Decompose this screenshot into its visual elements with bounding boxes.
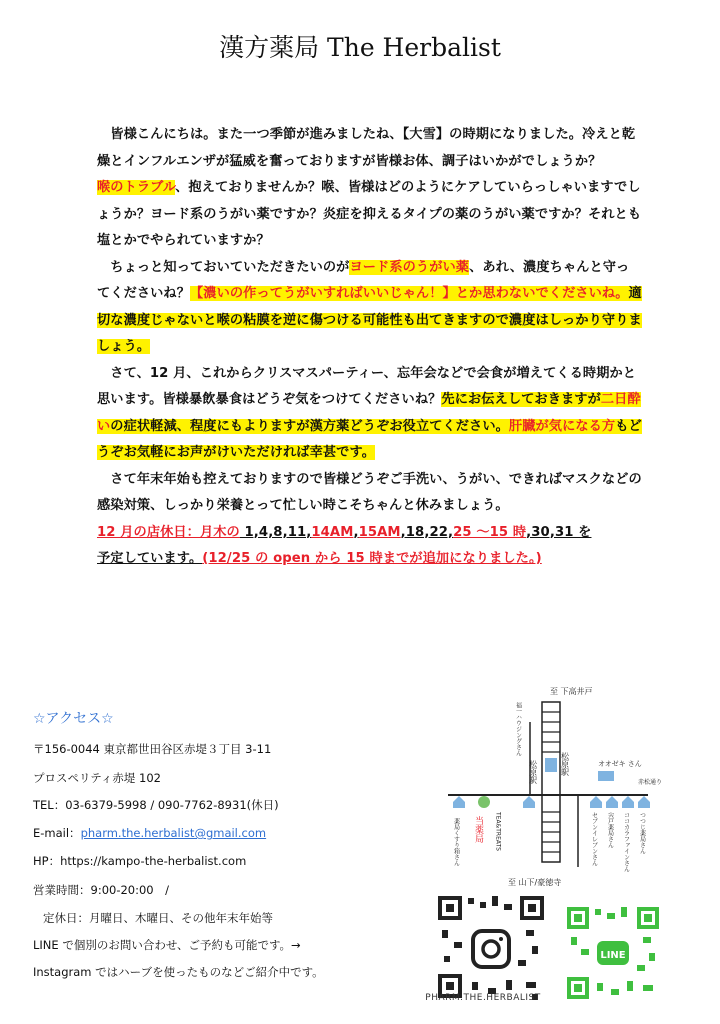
paragraph-greeting: 皆様こんにちは。また一つ季節が進みましたね、【大雪】の時期になりました。冷えと乾燥とインフルエンザが猛威を奮っておりますが皆様お体、調子はいかがでしょうか？ [97, 127, 636, 169]
ozeki-marker [598, 771, 614, 781]
holiday-schedule: 12 月の店休日：月木の 1,4,8,11,14AM,15AM,18,22,25 ～15 時,30,31 を 予定しています。(12/25 の open から 15 時までが追加になりました。) [97, 524, 592, 566]
line-qr-code[interactable] [563, 903, 663, 1003]
article-body [97, 122, 642, 573]
svg-text:薬局くすり箱さん: 薬局くすり箱さん [452, 818, 460, 866]
iodine-highlight: ヨード系のうがい薬 [349, 259, 470, 275]
svg-text:つつじ薬局さん: つつじ薬局さん [638, 812, 646, 854]
svg-text:福一ハウジングさん: 福一ハウジングさん [514, 702, 522, 756]
paragraph-gargle: ちょっと知っておいていただきたいのがヨード系のうがい薬、あれ、濃度ちゃんと守ってくださいね？【濃いの作ってうがいすればいいじゃん！】とか思わないでくださいね。適切な濃度じゃないと喉の粘膜を逆に傷つける可能性も出てきますので濃度はしっかり守りましょう。 [97, 259, 642, 354]
paragraph-december: さて、12 月、これからクリスマスパーティー、忘年会などで会食が増えてくる時期かと思います。皆様暴飲暴食はどうぞ気をつけてくださいね？先にお伝えしておきますが二日酔いの症状軽減、程度にもよりますが漢方薬どうぞお役立てください。肝臓が気になる方もどうぞお気軽にお声がけいただければ幸甚です。 [97, 365, 642, 460]
svg-text:赤松通り: 赤松通り [638, 779, 663, 786]
map-north-label: 至 下高井戸 [550, 687, 593, 696]
svg-text:松原駅: 松原駅 [528, 760, 538, 784]
paragraph-new-year: さて年末年始も控えておりますので皆様どうぞご手洗い、うがい、できればマスクなどの感染対策、しっかり栄養とって忙しい時こそちゃんと休みましょう。 [97, 471, 642, 513]
email-row: E-mail：pharm.the.herbalist@gmail.com [33, 826, 267, 840]
address-line-1: 〒156-0044 東京都世田谷区赤堤３丁目 3-11 [33, 742, 272, 756]
liver-highlight: 肝臓が気になる方 [508, 418, 616, 434]
svg-text:ココカラファインさん: ココカラファインさん [622, 812, 630, 872]
concentration-warning: 【濃いの作ってうがいすればいいじゃん！】とか思わないでくださいね。 [190, 286, 629, 301]
email-link[interactable]: pharm.the.herbalist@gmail.com [80, 826, 267, 840]
svg-text:宍戸薬局さん: 宍戸薬局さん [606, 812, 614, 848]
telephone: TEL：03-6379-5998 / 090-7762-8931(休日) [33, 798, 279, 812]
herbalist-map-label: 当薬局 [473, 816, 483, 843]
instagram-note: Instagram ではハーブを使ったものなどご紹介中です。 [33, 965, 324, 979]
instagram-qr-code[interactable] [432, 890, 550, 1008]
page-title: 漢方薬局 The Herbalist [219, 33, 501, 62]
hangover-highlight: 二日酔い [97, 392, 641, 434]
svg-text:松原駅: 松原駅 [560, 752, 570, 776]
railway-track [542, 702, 560, 862]
address-line-2: プロスペリティ赤堤 102 [33, 771, 161, 785]
homepage-url[interactable]: HP：https://kampo-the-herbalist.com [33, 854, 247, 868]
access-heading: ☆アクセス☆ [33, 711, 114, 727]
paragraph-throat: 喉のトラブル、抱えておりませんか？喉、皆様はどのようにケアしていらっしゃいますでしょうか？ヨード系のうがい薬ですか？炎症を抑えるタイプの薬のうがい薬ですか？それとも塩とかでやられていますか？ [97, 180, 642, 248]
concentration-advice: 適切な濃度じゃないと喉の粘膜を逆に傷つける可能性も出てきますので濃度はしっかり守りましょう。 [97, 286, 642, 354]
business-hours: 営業時間：9:00-20:00 / [33, 883, 169, 897]
instagram-caption: PHARM.THE.HERBALIST [425, 993, 541, 1003]
herbalist-leaf-icon [478, 796, 490, 808]
svg-text:セブンイレブンさん: セブンイレブンさん [590, 812, 598, 866]
svg-text:LINE: LINE [600, 950, 626, 961]
svg-text:TEA&TREATS: TEA&TREATS [494, 812, 502, 851]
map-south-label: 至 山下/豪徳寺 [508, 878, 562, 887]
holiday-addition-note: (12/25 の open から 15 時までが追加になりました。) [202, 551, 542, 566]
svg-text:オオゼキ さん: オオゼキ さん [598, 760, 642, 768]
throat-trouble-highlight: 喉のトラブル [97, 180, 176, 195]
access-map [438, 682, 682, 892]
closed-days: 定休日：月曜日、木曜日、その他年末年始等 [43, 911, 273, 925]
instagram-icon [473, 931, 509, 967]
line-contact-note: LINE で個別のお問い合わせ、ご予約も可能です。→ [33, 938, 301, 952]
station-marker [545, 758, 557, 772]
